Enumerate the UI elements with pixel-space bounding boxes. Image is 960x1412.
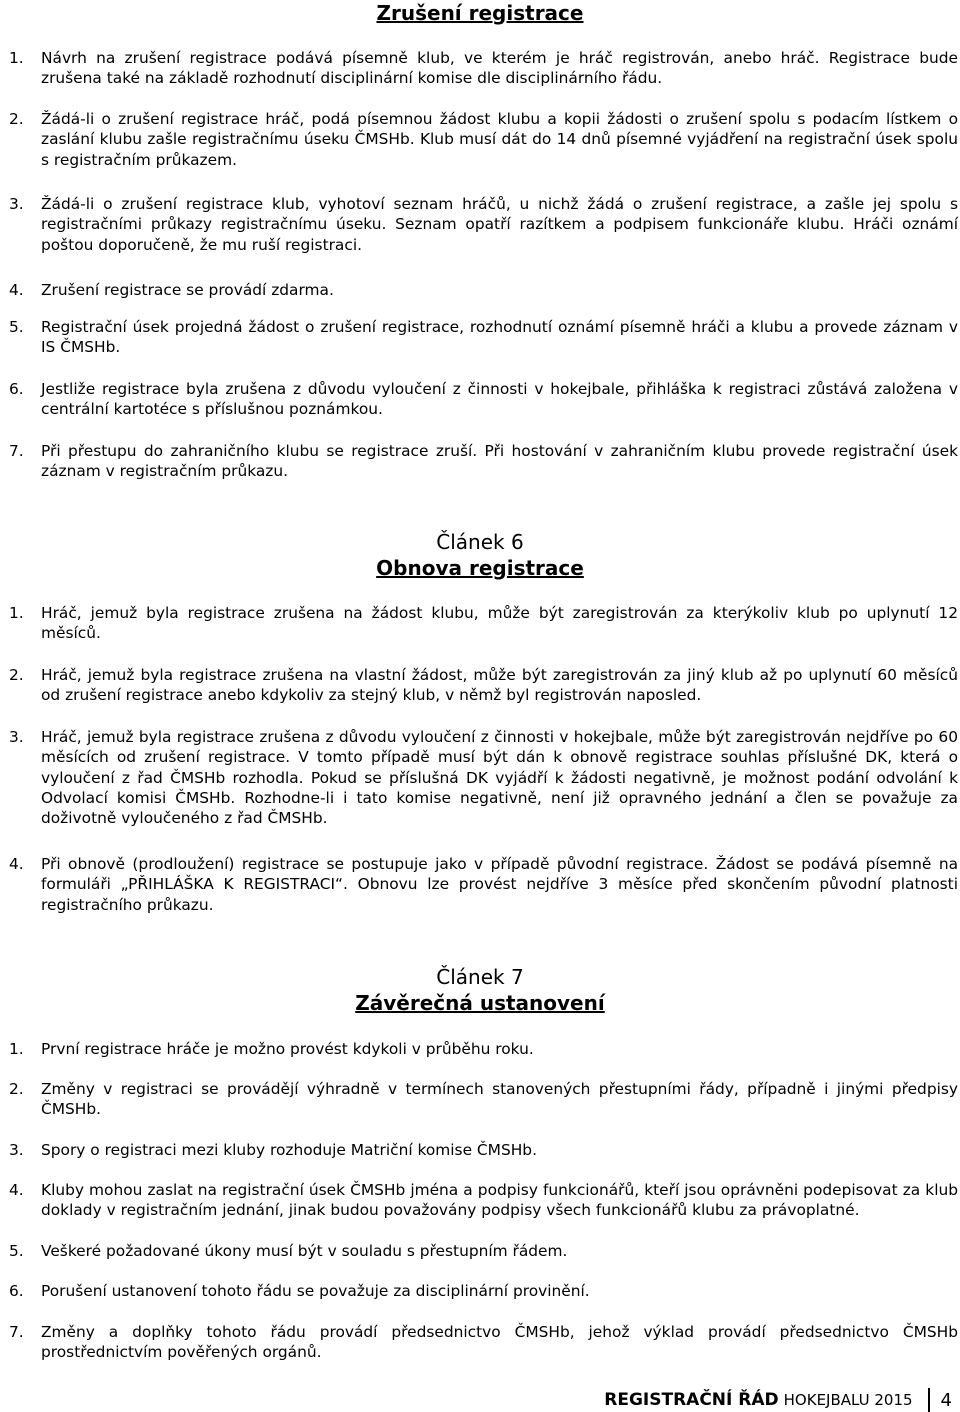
list-item — [9, 441, 958, 482]
footer-divider — [928, 1388, 930, 1412]
list-item — [9, 1180, 958, 1221]
list-item — [9, 665, 958, 706]
footer-document-title: REGISTRAČNÍ ŘÁD — [604, 1390, 779, 1410]
item-number: 4. — [9, 281, 24, 299]
article-number-6: Článek 6 — [436, 530, 524, 554]
item-text: Hráč, jemuž byla registrace zrušena na vlastní žádost, může být zaregistrován za jiný klub až po uplynutí 60 měsíců od zrušení registrace anebo kdykoliv za stejný klub, v němž byl registrován naposled. — [41, 666, 958, 705]
item-number: 1. — [9, 49, 24, 67]
section-title-obnova: Obnova registrace — [376, 556, 584, 580]
item-number: 6. — [9, 1282, 24, 1300]
list-item — [9, 109, 958, 170]
item-number: 7. — [9, 442, 24, 460]
item-text: Hráč, jemuž byla registrace zrušena z důvodu vyloučení z činnosti v hokejbale, může být zaregistrován nejdříve po 60 měsících od zrušení registrace. V tomto případě musí být dán k obnově registrace souhlas příslušné DK, která o vyloučení z řad ČMSHb rozhodla. Pokud se příslušná DK vyjádří k žádosti negativně, je možnost podání odvolání k Odvolací komisi ČMSHb. Rozhodne-li i tato komise negativně, není již opravného jednání a člen se považuje za doživotně vyloučeného z řad ČMSHb. — [41, 728, 958, 828]
item-text: Žádá-li o zrušení registrace hráč, podá písemnou žádost klubu a kopii žádosti o zrušení spolu s podacím lístkem o zaslání klubu zašle registračnímu úseku ČMSHb. Klub musí dát do 14 dnů písemné vyjádření na registrační úsek spolu s registračním průkazem. — [41, 110, 958, 169]
item-number: 1. — [9, 1040, 24, 1058]
item-number: 2. — [9, 1080, 24, 1098]
item-number: 1. — [9, 604, 24, 622]
article-number-7: Článek 7 — [436, 965, 524, 989]
list-item — [9, 1140, 958, 1160]
item-text: Hráč, jemuž byla registrace zrušena na žádost klubu, může být zaregistrován za kterýkoliv klub po uplynutí 12 měsíců. — [41, 604, 958, 643]
item-number: 4. — [9, 1181, 24, 1199]
item-text: Změny v registraci se provádějí výhradně v termínech stanovených přestupními řády, případně i jinými předpisy ČMSHb. — [41, 1080, 958, 1119]
item-number: 3. — [9, 728, 24, 746]
list-item — [9, 854, 958, 915]
list-item — [9, 48, 958, 89]
list-item — [9, 194, 958, 255]
item-text: Registrační úsek projedná žádost o zrušení registrace, rozhodnutí oznámí písemně hráči a klubu a provede záznam v IS ČMSHb. — [41, 318, 958, 357]
page-footer — [604, 1388, 960, 1412]
item-number: 2. — [9, 110, 24, 128]
item-text: Zrušení registrace se provádí zdarma. — [41, 281, 334, 299]
list-item — [9, 1241, 958, 1261]
item-number: 3. — [9, 1141, 24, 1159]
section-title-zaverecna: Závěrečná ustanovení — [355, 991, 605, 1015]
item-text: Žádá-li o zrušení registrace klub, vyhotoví seznam hráčů, u nichž žádá o zrušení registrace, a zašle jej spolu s registračními průkazy registračnímu úseku. Seznam opatří razítkem a podpisem funkcionáře klubu. Hráči oznámí poštou doporučeně, že mu ruší registraci. — [41, 195, 958, 254]
item-text: Kluby mohou zaslat na registrační úsek ČMSHb jména a podpisy funkcionářů, kteří jsou oprávněni podepisovat za klub doklady v registračním jednání, jinak budou považovány podpisy všech funkcionářů klubu za právoplatné. — [41, 1181, 958, 1220]
list-item — [9, 1322, 958, 1363]
item-number: 7. — [9, 1323, 24, 1341]
item-number: 2. — [9, 666, 24, 684]
item-number: 6. — [9, 380, 24, 398]
section-title-zruseni: Zrušení registrace — [376, 1, 584, 25]
item-text: Porušení ustanovení tohoto řádu se považuje za disciplinární provinění. — [41, 1282, 590, 1300]
list-item — [9, 1039, 958, 1059]
item-text: Změny a doplňky tohoto řádu provádí předsednictvo ČMSHb, jehož výklad provádí předsednictvo ČMSHb prostřednictvím pověřených orgánů. — [41, 1323, 958, 1362]
item-text: Návrh na zrušení registrace podává písemně klub, ve kterém je hráč registrován, anebo hráč. Registrace bude zrušena také na základě rozhodnutí disciplinární komise dle disciplinárního řádu. — [41, 49, 958, 88]
item-number: 4. — [9, 855, 24, 873]
item-number: 5. — [9, 1242, 24, 1260]
item-text: Spory o registraci mezi kluby rozhoduje Matriční komise ČMSHb. — [41, 1141, 537, 1159]
list-item — [9, 1079, 958, 1120]
list-item — [9, 379, 958, 420]
list-item — [9, 1281, 958, 1301]
item-text: Při obnově (prodloužení) registrace se postupuje jako v případě původní registrace. Žádost se podává písemně na formuláři „PŘIHLÁŠKA K REGISTRACI“. Obnovu lze provést nejdříve 3 měsíce před skončením původní platnosti registračního průkazu. — [41, 855, 958, 914]
item-number: 3. — [9, 195, 24, 213]
footer-document-subtitle: HOKEJBALU 2015 — [783, 1391, 913, 1409]
list-item — [9, 317, 958, 358]
list-item — [9, 280, 958, 300]
item-text: Při přestupu do zahraničního klubu se registrace zruší. Při hostování v zahraničním klubu provede registrační úsek záznam v registračním průkazu. — [41, 442, 958, 481]
item-text: Veškeré požadované úkony musí být v souladu s přestupním řádem. — [41, 1242, 568, 1260]
list-item — [9, 727, 958, 828]
page-number: 4 — [940, 1389, 952, 1411]
item-number: 5. — [9, 318, 24, 336]
item-text: První registrace hráče je možno provést kdykoli v průběhu roku. — [41, 1040, 534, 1058]
list-item — [9, 603, 958, 644]
item-text: Jestliže registrace byla zrušena z důvodu vyloučení z činnosti v hokejbale, přihláška k registraci zůstává založena v centrální kartotéce s příslušnou poznámkou. — [41, 380, 958, 419]
